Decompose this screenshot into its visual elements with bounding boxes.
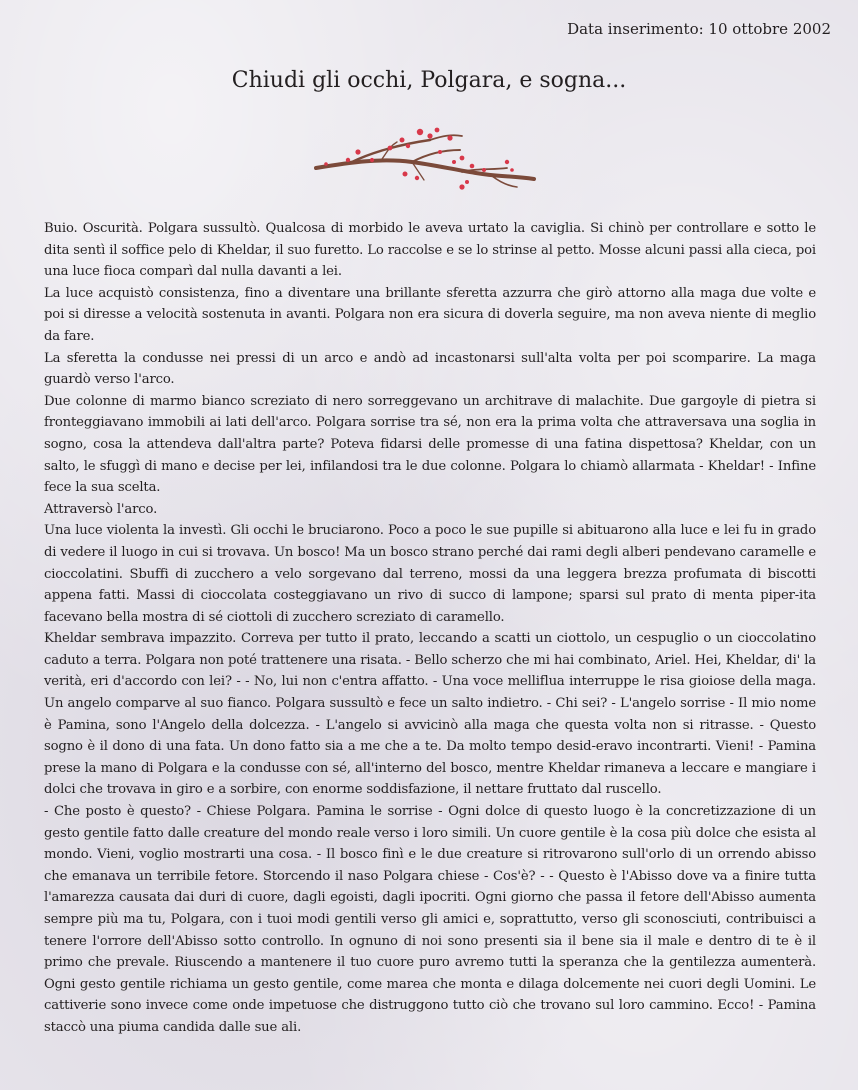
story-paragraph: Due colonne di marmo bianco screziato di nero sorreggevano un architrave di malachite. Due gargoyle di pietra si fronteggiavano immobili ai lati dell'arco. Polgara sorrise tra sé, non era la prima volta che attraversava una soglia in sogno, cosa la attendeva dall'altra parte? Poteva fidarsi delle promesse di una fatina dispettosa? Kheldar, con un salto, le sfuggì di mano e decise per lei, infilandosi tra le due colonne. Polgara lo chiamò allarmata - Kheldar! - Infine fece la sua scelta. <box>44 393 816 496</box>
story-text <box>44 218 816 1039</box>
story-paragraph: - Che posto è questo? - Chiese Polgara. Pamina le sorrise - Ogni dolce di questo luogo è la concretizzazione di un gesto gentile fatto dalle creature del mondo reale verso i loro simili. Un cuore gentile è la cosa più dolce che esista al mondo. Vieni, voglio mostrarti una cosa. - Il bosco finì e le due creature si ritrovarono sull'orlo di un orrendo abisso che emanava un terribile fetore. Storcendo il naso Polgara chiese - Cos'è? - - Questo è l'Abisso dove va a finire tutta l'amarezza causata dai duri di cuore, dagli egoisti, dagli ipocriti. Ogni giorno che passa il fetore dell'Abisso aumenta sempre più ma tu, Polgara, con i tuoi modi gentili verso gli amici e, soprattutto, verso gli sconosciuti, contribuisci a tenere l'orrore dell'Abisso sotto controllo. In ognuno di noi sono presenti sia il bene sia il male e dentro di te è il primo che prevale. Riuscendo a mantenere il tuo cuore puro avremo tutti la speranza che la gentilezza aumenterà. Ogni gesto gentile richiama un gesto gentile, come marea che monta e dilaga dolcemente nei cuori degli Uomini. Le cattiverie sono invece come onde impetuose che distruggono tutto ciò che trovano sul loro cammino. Ecco! - Pamina staccò una piuma candida dalle sue ali. <box>44 804 816 1035</box>
story-paragraph: La luce acquistò consistenza, fino a diventare una brillante sferetta azzurra che girò attorno alla maga due volte e poi si diresse a velocità sostenuta in avanti. Polgara non era sicura di doverla seguire, ma non aveva niente di meglio da fare. <box>44 285 816 344</box>
cherry-blossom-branch-icon <box>312 124 537 194</box>
story-paragraph: Kheldar sembrava impazzito. Correva per tutto il prato, leccando a scatti un ciottolo, un cespuglio o un cioccolatino caduto a terra. Polgara non poté trattenere una risata. - Bello scherzo che mi hai combinato, Ariel. Hei, Kheldar, di' la verità, eri d'accordo con lei? - - No, lui non c'entra affatto. - Una voce melliflua interruppe le risa gioiose della maga. Un angelo comparve al suo fianco. Polgara sussultò e fece un salto indietro. - Chi sei? - L'angelo sorrise - Il mio nome è Pamina, sono l'Angelo della dolcezza. - L'angelo si avvicinò alla maga che questa volta non si ritrasse. - Questo sogno è il dono di una fata. Un dono fatto sia a me che a te. Da molto tempo desid-eravo incontrarti. Vieni! - Pamina prese la mano di Polgara e la condusse con sé, all'interno del bosco, mentre Kheldar rimaneva a leccare e mangiare i dolci che trovava in giro e a sorbire, con enorme soddisfazione, il nettare fruttato dal ruscello. <box>44 631 816 798</box>
story-paragraph: Una luce violenta la investì. Gli occhi le bruciarono. Poco a poco le sue pupille si abituarono alla luce e lei fu in grado di vedere il luogo in cui si trovava. Un bosco! Ma un bosco strano perché dai rami degli alberi pendevano caramelle e cioccolatini. Sbuffi di zucchero a velo sorgevano dal terreno, mossi da una leggera brezza profumata di biscotti appena fatti. Massi di cioccolata costeggiavano un rivo di succo di lampone; sparsi sul prato di menta piper-ita facevano bella mostra di sé ciottoli di zucchero screziato di caramello. <box>44 523 816 625</box>
page-title: Chiudi gli occhi, Polgara, e sogna... <box>231 68 627 93</box>
story-paragraph: Attraversò l'arco. <box>44 501 158 517</box>
insertion-date: Data inserimento: 10 ottobre 2002 <box>567 20 831 38</box>
story-paragraph: La sferetta la condusse nei pressi di un arco e andò ad incastonarsi sull'alta volta per poi scomparire. La maga guardò verso l'arco. <box>44 350 816 388</box>
story-paragraph: Buio. Oscurità. Polgara sussultò. Qualcosa di morbido le aveva urtato la caviglia. Si chinò per controllare e sotto le dita sentì il soffice pelo di Kheldar, il suo furetto. Lo raccolse e se lo strinse al petto. Mosse alcuni passi alla cieca, poi una luce fioca comparì dal nulla davanti a lei. <box>44 221 816 280</box>
